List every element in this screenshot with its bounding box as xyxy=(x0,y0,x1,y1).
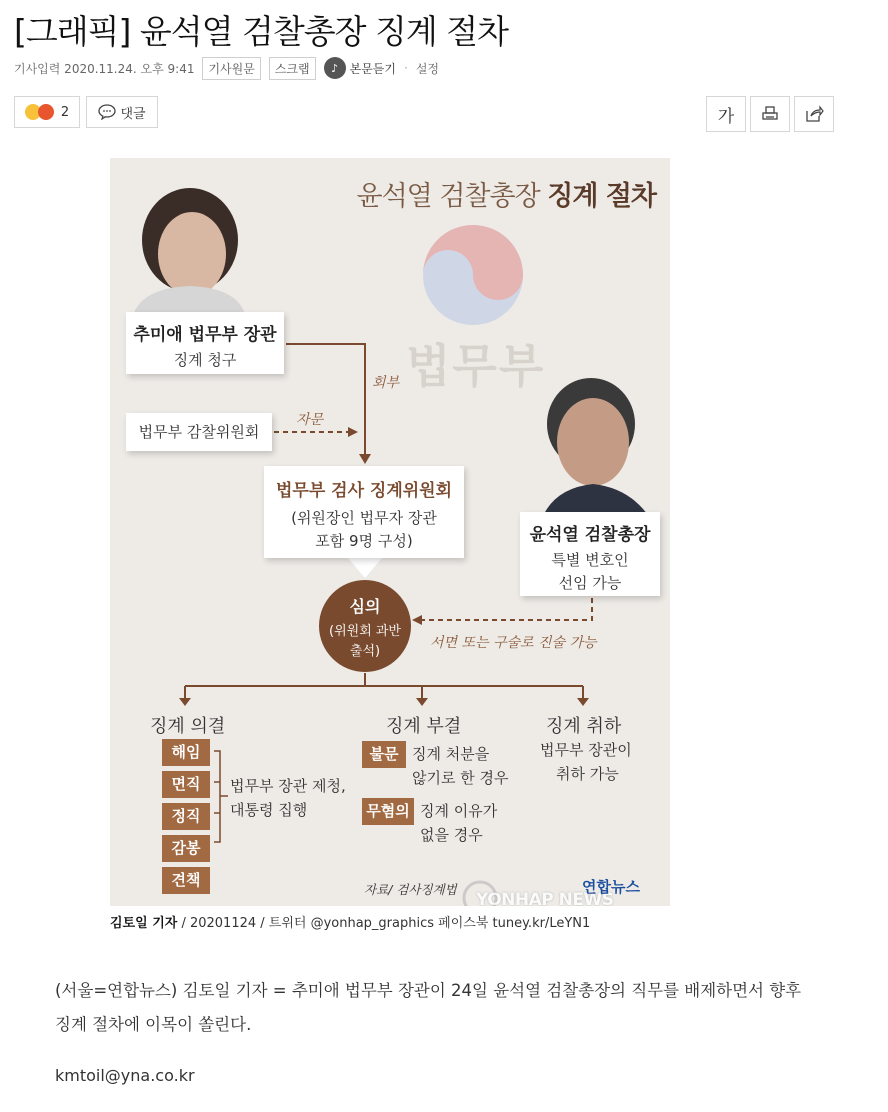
advice-label: 자문 xyxy=(296,412,324,428)
article-body: (서울=연합뉴스) 김토일 기자 = 추미애 법무부 장관이 24일 윤석열 검찰총장의 직무를 배제하면서 향후 징계 절차에 이목이 쏠린다. xyxy=(55,981,802,1034)
choo-portrait xyxy=(132,188,246,318)
deliberation-title: 심의 xyxy=(349,597,381,616)
withdraw-text2: 취하 가능 xyxy=(556,765,619,783)
scrap-button[interactable]: 스크랩 xyxy=(269,57,316,80)
penalty-tag: 감봉 xyxy=(162,835,210,862)
listen-label: 본문듣기 xyxy=(349,61,396,76)
yonhap-logo: 연합뉴스 xyxy=(582,878,640,896)
disciplinary-panel-card xyxy=(264,466,464,558)
infographic xyxy=(110,158,670,906)
yoon-sub1: 특별 변호인 xyxy=(551,551,629,569)
settings-link[interactable]: 설정 xyxy=(415,61,440,76)
original-article-button[interactable]: 기사원문 xyxy=(202,57,260,80)
yoon-sub2: 선임 가능 xyxy=(558,574,622,592)
refer-label: 회부 xyxy=(372,375,400,391)
penalty-note2: 대통령 집행 xyxy=(230,801,308,819)
print-icon xyxy=(761,106,779,122)
caption-details: / 20201124 / 트위터 @yonhap_graphics 페이스북 tuney.kr/LeYN1 xyxy=(177,916,591,931)
publish-date: 기사입력 2020.11.24. 오후 9:41 xyxy=(14,61,195,76)
statement-label: 서면 또는 구술로 진술 가능 xyxy=(430,635,597,651)
choo-subtitle: 징계 청구 xyxy=(173,351,237,369)
article-tools xyxy=(706,96,834,132)
yoon-title: 윤석열 검찰총장 xyxy=(529,525,651,545)
speech-bubble-icon xyxy=(98,104,116,120)
penalty-tag: 면직 xyxy=(162,771,210,798)
comment-button[interactable] xyxy=(86,96,158,128)
yoon-portrait xyxy=(542,378,650,518)
watermark-text: YONHAP NEWS xyxy=(476,890,614,906)
no-charge-text1: 징계 이유가 xyxy=(420,802,498,820)
deliberation-sub2: 출석) xyxy=(349,644,381,659)
ministry-logo-text: 법무부 xyxy=(406,339,546,393)
panel-title: 법무부 검사 징계위원회 xyxy=(275,481,453,501)
yoon-card xyxy=(520,512,660,596)
choo-title: 추미애 법무부 장관 xyxy=(133,325,277,345)
speaker-icon: ♪ xyxy=(324,57,346,79)
no-charge-text2: 없을 경우 xyxy=(420,826,483,844)
photo-caption xyxy=(110,912,590,931)
graphic-title xyxy=(357,174,656,213)
no-charge-tag: 무혐의 xyxy=(362,798,414,825)
withdraw-header: 징계 취하 xyxy=(546,716,622,737)
share-button[interactable] xyxy=(794,96,834,132)
font-size-button[interactable]: 가 xyxy=(706,96,746,132)
share-icon xyxy=(804,105,824,123)
inspection-committee-label: 법무부 감찰위원회 xyxy=(138,423,260,441)
reaction-count: 2 xyxy=(60,104,70,120)
comment-label: 댓글 xyxy=(120,106,146,122)
penalty-tag: 견책 xyxy=(162,867,210,894)
unquestioned-text2: 않기로 한 경우 xyxy=(412,769,509,787)
unquestioned-text1: 징계 처분을 xyxy=(412,745,490,763)
reporter-email[interactable]: kmtoil@yna.co.kr xyxy=(55,1066,195,1085)
penalty-tag: 해임 xyxy=(162,739,210,766)
withdraw-text1: 법무부 장관이 xyxy=(540,741,632,759)
panel-sub1: (위원장인 법무자 장관 xyxy=(291,509,437,527)
caption-author: 김토일 기자 xyxy=(110,916,178,931)
deliberation-sub1: (위원회 과반 xyxy=(329,624,401,639)
government-emblem-icon xyxy=(423,225,523,325)
print-button[interactable] xyxy=(750,96,790,132)
penalty-tag: 정직 xyxy=(162,803,210,830)
graphic-title-light: 윤석열 검찰총장 xyxy=(356,181,548,212)
listen-button[interactable] xyxy=(324,57,396,79)
choo-card xyxy=(126,312,284,374)
inspection-committee-box xyxy=(126,413,272,451)
angry-emoji-icon xyxy=(38,104,54,120)
rejection-header: 징계 부결 xyxy=(386,716,462,737)
unquestioned-tag: 불문 xyxy=(362,741,406,768)
reaction-button[interactable] xyxy=(14,96,80,128)
panel-sub2: 포함 9명 구성) xyxy=(315,532,413,550)
article-meta xyxy=(14,56,439,80)
reaction-toolbar xyxy=(14,96,158,128)
separator-dot: · xyxy=(404,61,408,75)
source-note: 자료/ 검사징계법 xyxy=(364,882,457,897)
decision-header: 징계 의결 xyxy=(150,716,226,737)
penalty-note1: 법무부 장관 제청, xyxy=(230,777,346,795)
graphic-title-bold: 징계 절차 xyxy=(547,181,656,212)
article-headline: [그래픽] 윤석열 검찰총장 징계 절차 xyxy=(14,12,508,51)
deliberation-disc xyxy=(319,580,411,672)
